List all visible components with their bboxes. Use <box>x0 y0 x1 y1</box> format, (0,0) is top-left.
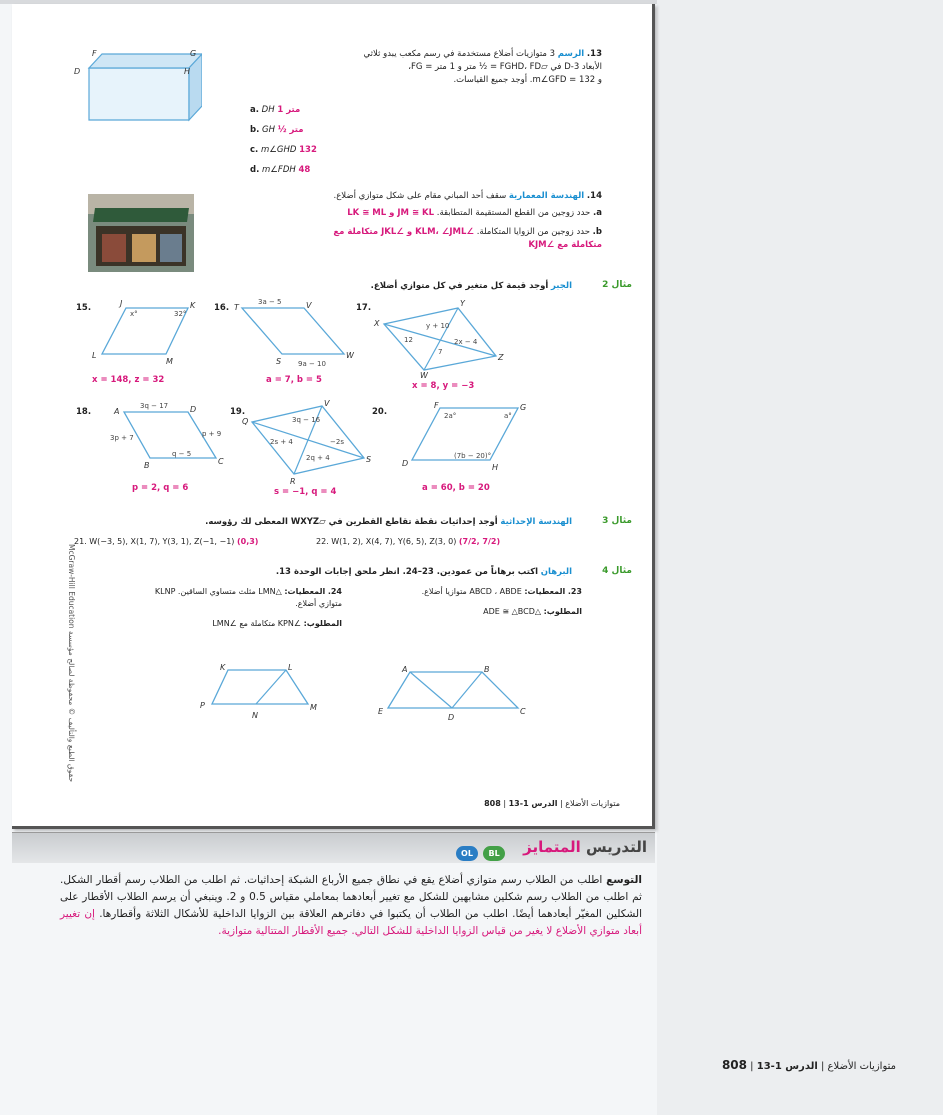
svg-text:12: 12 <box>404 336 413 344</box>
ex13-topic: الرسم <box>557 49 585 59</box>
svg-text:N: N <box>252 711 258 720</box>
p15-figure <box>88 296 198 368</box>
svg-text:G: G <box>520 403 527 412</box>
svg-text:Z: Z <box>498 353 504 362</box>
page-footer: متوازيات الأضلاع | الدرس 1-13 | 808 <box>484 799 620 808</box>
ex14-question-b: حدد زوجين من الزوايا المتكاملة. <box>476 227 590 237</box>
svg-text:B: B <box>144 461 150 470</box>
svg-text:C: C <box>218 457 224 466</box>
copyright-credit: McGraw-Hill Education حقوق الطبع والتأليف © محفوظة لصالح مؤسسة <box>67 544 76 783</box>
svg-text:V: V <box>306 301 312 310</box>
p19-number: 19. <box>230 407 246 417</box>
svg-text:E: E <box>378 707 384 716</box>
ex14-answer-a: JM ≅ KL و LK ≅ ML <box>347 208 435 218</box>
svg-text:R: R <box>290 477 296 484</box>
ex13-number: 13. <box>586 49 602 59</box>
p18-figure <box>104 398 230 470</box>
p17-answer: x = 8, y = −3 <box>412 381 475 391</box>
ex13-answer-d: d. m∠FDH 48 <box>250 165 311 175</box>
svg-text:(7b − 20)°: (7b − 20)° <box>454 452 492 460</box>
ex13-text1: 3 متوازيات أضلاع مستخدمة في رسم مكعب يبدو ثلاثي <box>363 49 556 59</box>
building-photo <box>88 194 194 272</box>
svg-text:3a − 5: 3a − 5 <box>258 298 282 306</box>
svg-text:S: S <box>366 455 372 464</box>
svg-text:2x − 4: 2x − 4 <box>454 338 478 346</box>
ex13-text3: و m∠GFD = 132. أوجد جميع القياسات. <box>453 75 602 85</box>
ex14-question-a: حدد زوجين من القطع المستقيمة المتطابقة. <box>436 208 591 218</box>
p21: 21. W(−3, 5), X(1, 7), Y(3, 1), Z(−1, −1) (0,3) <box>74 537 259 546</box>
ex13-answer-c: c. m∠GHD 132 <box>250 145 317 155</box>
ol-badge: OL <box>456 846 478 861</box>
svg-text:D: D <box>448 713 455 722</box>
p19-answer: s = −1, q = 4 <box>274 487 337 497</box>
svg-text:A: A <box>114 407 120 416</box>
svg-text:Y: Y <box>460 299 465 308</box>
p18-number: 18. <box>76 407 92 417</box>
label-F: F <box>92 49 97 58</box>
p24-block: 24. المعطيات: △LMN مثلث متساوي الساقين. KLNP متوازي أضلاع. المطلوب: ∠KPN متكاملة مع ∠LMN <box>154 587 342 628</box>
svg-text:W: W <box>420 371 428 378</box>
svg-text:q − 5: q − 5 <box>172 450 192 458</box>
svg-text:V: V <box>324 399 330 408</box>
p24-figure <box>198 660 324 722</box>
teach-title-b: المتمايز <box>523 838 581 856</box>
svg-text:P: P <box>200 701 205 710</box>
svg-text:L: L <box>288 663 293 672</box>
svg-text:2q + 4: 2q + 4 <box>306 454 330 462</box>
svg-text:2s + 4: 2s + 4 <box>270 438 293 446</box>
svg-text:x°: x° <box>130 310 138 318</box>
ex14-number: 14. <box>586 191 602 201</box>
p15-number: 15. <box>76 303 92 313</box>
svg-text:9a − 10: 9a − 10 <box>298 360 326 368</box>
svg-text:J: J <box>120 299 123 308</box>
extension-body: اطلب من الطلاب رسم متوازي أضلاع يقع في نطاق جميع الأرباع الشبكة إحداثيات. ثم اطلب من الطلاب رسم أقطار الشكل. ثم اطلب من الطلاب رسم شكلين مشابهين للشكل مع تغيير أبعادهما بمعاملي مقياس 0.5 و 2. وينبغي أن يرسم الطلاب الأقطار على الشكلين المغيّر أبعادهما أيضًا. اطلب من الطلاب أن يكتبوا في دفاترهم العلاقة بين الزوايا الداخلية للأشكال الثلاثة وأقطارها. <box>60 874 642 920</box>
svg-text:Q: Q <box>242 417 249 426</box>
bottom-footer: متوازيات الأضلاع | الدرس 1-13 | 808 <box>721 1058 896 1072</box>
bl-badge: BL <box>483 846 505 861</box>
box-figure <box>72 46 202 126</box>
svg-text:3q − 16: 3q − 16 <box>292 416 321 424</box>
ex14-block: 14. الهندسة المعمارية سقف أحد المباني مقام على شكل متوازي أضلاع. a. حدد زوجين من القطع المستقيمة المتطابقة. JM ≅ KL و LK ≅ ML b. حدد زوجين من الزوايا المتكاملة. ∠KLM، ∠JML و ∠JKL متكاملة مع متكاملة مع ∠KJM <box>212 190 602 252</box>
differentiated-instruction-header <box>12 832 655 863</box>
p17-figure <box>368 296 508 378</box>
label-G: G <box>190 49 197 58</box>
extension-answer: إن تغيير أبعاد متوازي الأضلاع لا يغير من قياس الزوايا الداخلية للشكل التالي. جميع الأقطار المتتالية متوازية. <box>60 908 642 937</box>
example3-instruction: الهندسة الإحداثية أوجد إحداثيات نقطة تقاطع القطرين في ▱WXYZ المعطى لك رؤوسه. <box>205 517 572 527</box>
label-D: D <box>74 67 81 76</box>
svg-text:K: K <box>190 301 196 310</box>
example2-instruction: الجبر أوجد قيمة كل متغير في كل متوازي أضلاع. <box>370 281 572 291</box>
ex13-answer-a: a. DH 1 متر <box>250 105 301 115</box>
textbook-page <box>12 4 655 829</box>
ex14-text: سقف أحد المباني مقام على شكل متوازي أضلاع. <box>333 191 507 201</box>
p17-number: 17. <box>356 303 372 313</box>
svg-text:A: A <box>402 665 408 674</box>
p20-figure <box>398 398 538 474</box>
svg-text:B: B <box>484 665 490 674</box>
p23-figure <box>378 660 538 722</box>
ex13-answers <box>250 100 390 180</box>
ex13-block <box>262 48 602 87</box>
svg-text:D: D <box>402 459 409 468</box>
svg-text:3p + 7: 3p + 7 <box>110 434 134 442</box>
example2-tag: مثال 2 <box>602 280 632 290</box>
svg-text:L: L <box>92 351 97 360</box>
svg-text:M: M <box>310 703 317 712</box>
ex13-answer-b: b. GH ½ متر <box>250 125 304 135</box>
p15-answer: x = 148, z = 32 <box>92 375 165 385</box>
ex14-topic: الهندسة المعمارية <box>508 191 585 201</box>
p16-answer: a = 7, b = 5 <box>266 375 322 385</box>
example4-instruction: البرهان اكتب برهاناً من عمودين. 23–24. انظر ملحق إجابات الوحدة 13. <box>275 567 572 577</box>
svg-text:S: S <box>276 357 282 366</box>
p16-figure <box>232 294 362 370</box>
example3-tag: مثال 3 <box>602 516 632 526</box>
extension-paragraph <box>60 872 642 940</box>
ex13-text2: الأبعاد 3-D في ▱FGHD، FD = ½ متر و 1 متر = FG، <box>408 62 602 72</box>
p20-answer: a = 60, b = 20 <box>422 483 490 493</box>
svg-text:a°: a° <box>504 412 512 420</box>
svg-text:3q − 17: 3q − 17 <box>140 402 169 410</box>
teach-title-a: التدريس <box>585 838 647 856</box>
p16-number: 16. <box>214 303 230 313</box>
p18-answer: p = 2, q = 6 <box>132 483 189 493</box>
svg-text:W: W <box>346 351 354 360</box>
svg-text:C: C <box>520 707 526 716</box>
svg-text:T: T <box>234 303 239 312</box>
svg-text:D: D <box>190 405 197 414</box>
extension-heading: التوسع <box>606 874 642 886</box>
example4-tag: مثال 4 <box>602 566 632 576</box>
svg-text:X: X <box>374 319 380 328</box>
p23-block: 23. المعطيات: ABCD ، ABDE متوازيا أضلاع. المطلوب: △ADE ≅ △BCD <box>421 587 582 616</box>
svg-text:y + 10: y + 10 <box>426 322 450 330</box>
svg-text:−2s: −2s <box>330 438 344 446</box>
svg-text:F: F <box>434 401 439 410</box>
ex14-answer-b1: ∠KLM، ∠JML و ∠JKL متكاملة مع <box>333 227 475 237</box>
right-sidebar <box>657 0 943 1115</box>
ex14-answer-b2: متكاملة مع ∠KJM <box>528 240 602 250</box>
p20-number: 20. <box>372 407 388 417</box>
label-H: H <box>184 67 191 76</box>
svg-text:K: K <box>220 663 226 672</box>
svg-text:H: H <box>492 463 499 472</box>
svg-text:2a°: 2a° <box>444 412 457 420</box>
p22: 22. W(1, 2), X(4, 7), Y(6, 5), Z(3, 0) (7/2, 7/2) <box>316 537 501 546</box>
svg-text:M: M <box>166 357 173 366</box>
svg-text:32°: 32° <box>174 310 187 318</box>
svg-text:7: 7 <box>438 348 443 356</box>
svg-text:p + 9: p + 9 <box>202 430 222 438</box>
p19-figure <box>240 398 376 484</box>
